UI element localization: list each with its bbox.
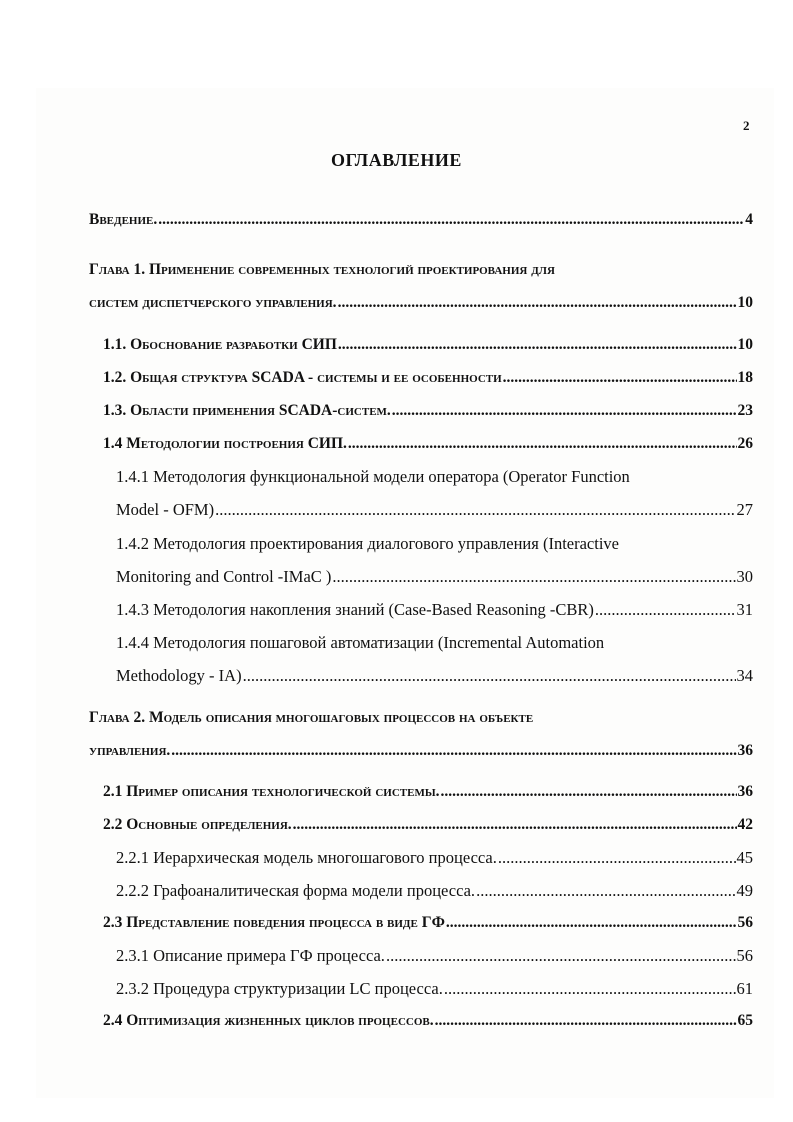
toc-page-number: 26 bbox=[737, 435, 753, 452]
toc-entry-text: 1.3. Области применения SCADA-систем. bbox=[103, 402, 391, 419]
page-title: ОГЛАВЛЕНИЕ bbox=[331, 150, 462, 170]
dot-leader bbox=[332, 567, 735, 587]
toc-entry-1-4-2[interactable] bbox=[116, 567, 753, 587]
toc-entry-text: систем диспетчерского управления. bbox=[89, 294, 337, 311]
dot-leader bbox=[446, 914, 737, 932]
toc-page-number: 56 bbox=[737, 914, 753, 931]
toc-page-number: 18 bbox=[737, 369, 753, 386]
toc-entry-2-2-1[interactable] bbox=[116, 848, 753, 868]
dot-leader bbox=[171, 742, 736, 760]
toc-entry-chapter1[interactable] bbox=[89, 294, 753, 312]
toc-entry-1-1[interactable] bbox=[103, 336, 753, 354]
toc-page-number: 4 bbox=[745, 211, 753, 228]
toc-page-number: 65 bbox=[737, 1012, 753, 1029]
toc-entry-text: Methodology - IA) bbox=[116, 666, 242, 685]
toc-entry-2-3-2[interactable] bbox=[116, 979, 753, 999]
dot-leader bbox=[441, 783, 737, 801]
toc-page-number: 10 bbox=[737, 294, 753, 311]
dot-leader bbox=[158, 211, 744, 229]
toc-entry-text: 2.3 Представление поведения процесса в виде ГФ bbox=[103, 914, 445, 931]
toc-entry-text: 2.2 Основные определения. bbox=[103, 816, 292, 833]
toc-entry-text: 2.2.2 Графоаналитическая форма модели процесса. bbox=[116, 881, 476, 900]
toc-entry-1-4-4[interactable] bbox=[116, 666, 753, 686]
toc-1-4-4-line1[interactable]: 1.4.4 Методология пошаговой автоматизации (Incremental Automation bbox=[116, 633, 605, 652]
toc-entry-2-3-1[interactable] bbox=[116, 946, 753, 966]
toc-entry-text: Model - OFM) bbox=[116, 500, 215, 519]
dot-leader bbox=[503, 369, 737, 387]
dot-leader bbox=[243, 666, 736, 686]
toc-page-number: 36 bbox=[737, 783, 753, 800]
toc-page-number: 31 bbox=[736, 600, 753, 619]
toc-page-number: 61 bbox=[736, 979, 753, 998]
toc-entry-text: Введение. bbox=[89, 211, 158, 228]
dot-leader bbox=[595, 600, 736, 620]
toc-entry-1-3[interactable] bbox=[103, 402, 753, 420]
toc-entry-text: 2.2.1 Иерархическая модель многошагового процесса. bbox=[116, 848, 497, 867]
dot-leader bbox=[338, 294, 737, 312]
toc-entry-1-4-1[interactable] bbox=[116, 500, 753, 520]
toc-page-number: 36 bbox=[737, 742, 753, 759]
toc-entry-text: 1.2. Общая структура SCADA - системы и ее особенности bbox=[103, 369, 502, 386]
toc-entry-text: 2.3.2 Процедура структуризации LC процесса. bbox=[116, 979, 443, 998]
dot-leader bbox=[476, 881, 735, 901]
toc-chapter1-line1[interactable]: Глава 1. Применение современных технологий проектирования для bbox=[89, 261, 555, 278]
toc-entry-1-2[interactable] bbox=[103, 369, 753, 387]
toc-entry-2-3[interactable] bbox=[103, 914, 753, 932]
toc-page-number: 30 bbox=[736, 567, 753, 586]
dot-leader bbox=[435, 1012, 737, 1030]
toc-entry-2-4[interactable] bbox=[103, 1012, 753, 1030]
toc-entry-intro[interactable] bbox=[89, 211, 753, 229]
toc-entry-2-2-2[interactable] bbox=[116, 881, 753, 901]
toc-page-number: 27 bbox=[736, 500, 753, 519]
toc-entry-text: 2.3.1 Описание примера ГФ процесса. bbox=[116, 946, 385, 965]
toc-entry-text: 1.4.3 Методология накопления знаний (Case-Based Reasoning -CBR) bbox=[116, 600, 594, 619]
toc-page-number: 56 bbox=[736, 946, 753, 965]
toc-page-number: 42 bbox=[737, 816, 753, 833]
toc-entry-text: 2.1 Пример описания технологической системы. bbox=[103, 783, 440, 800]
toc-entry-text: 2.4 Оптимизация жизненных циклов процессов. bbox=[103, 1012, 434, 1029]
toc-entry-text: Monitoring and Control -IMaC ) bbox=[116, 567, 332, 586]
toc-chapter2-line1[interactable]: Глава 2. Модель описания многошаговых процессов на объекте bbox=[89, 709, 534, 726]
dot-leader bbox=[293, 816, 737, 834]
toc-1-4-2-line1[interactable]: 1.4.2 Методология проектирования диалогового управления (Interactive bbox=[116, 534, 619, 553]
toc-entry-text: 1.4 Методологии построения СИП. bbox=[103, 435, 347, 452]
dot-leader bbox=[338, 336, 737, 354]
toc-page-number: 23 bbox=[737, 402, 753, 419]
dot-leader bbox=[215, 500, 735, 520]
dot-leader bbox=[348, 435, 737, 453]
toc-page-number: 10 bbox=[737, 336, 753, 353]
toc-entry-text: управления. bbox=[89, 742, 171, 759]
dot-leader bbox=[498, 848, 736, 868]
toc-page-number: 49 bbox=[736, 881, 753, 900]
dot-leader bbox=[444, 979, 736, 999]
toc-entry-1-4[interactable] bbox=[103, 435, 753, 453]
toc-1-4-1-line1[interactable]: 1.4.1 Методология функциональной модели оператора (Operator Function bbox=[116, 467, 630, 486]
dot-leader bbox=[392, 402, 737, 420]
page-number: 2 bbox=[743, 118, 750, 133]
dot-leader bbox=[386, 946, 736, 966]
toc-entry-2-1[interactable] bbox=[103, 783, 753, 801]
toc-entry-text: 1.1. Обоснование разработки СИП bbox=[103, 336, 337, 353]
toc-page-number: 45 bbox=[736, 848, 753, 867]
toc-entry-chapter2[interactable] bbox=[89, 742, 753, 760]
toc-entry-1-4-3[interactable] bbox=[116, 600, 753, 620]
toc-page-number: 34 bbox=[736, 666, 753, 685]
toc-entry-2-2[interactable] bbox=[103, 816, 753, 834]
